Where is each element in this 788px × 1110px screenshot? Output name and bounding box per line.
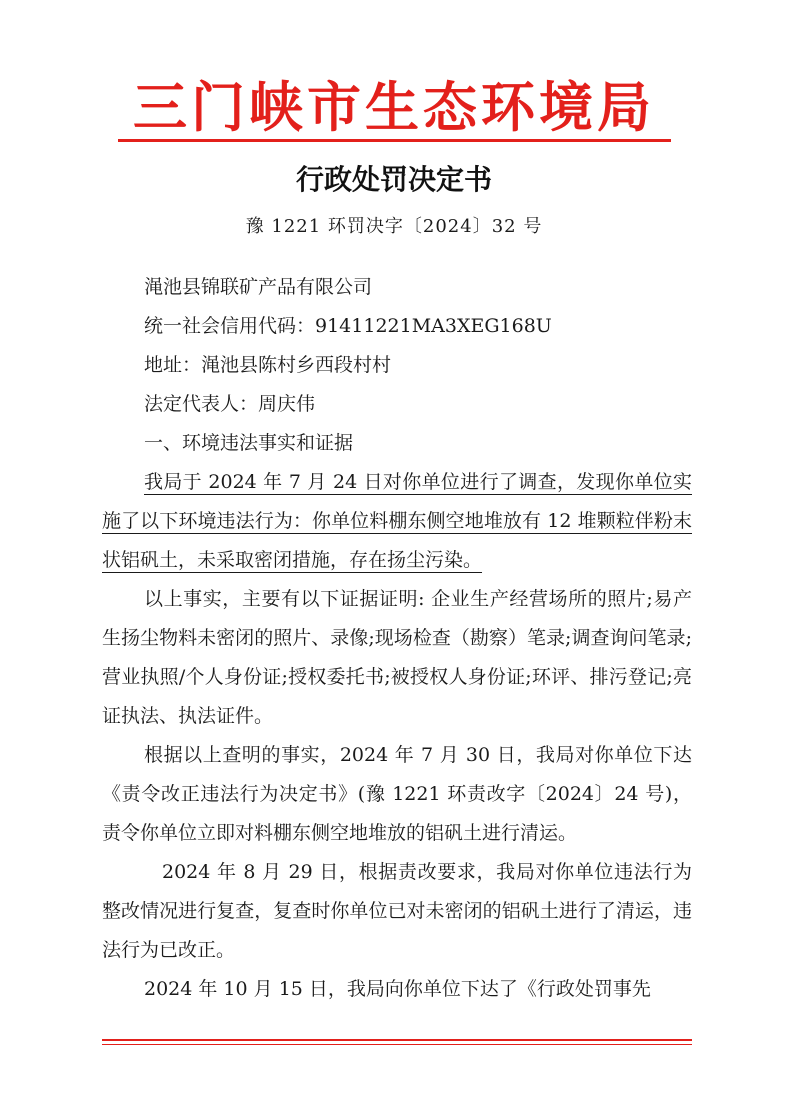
party-address: 地址：渑池县陈村乡西段村村 bbox=[144, 354, 392, 376]
notice-paragraph: 2024 年 10 月 15 日，我局向你单位下达了《行政处罚事先 bbox=[144, 978, 651, 1000]
evidence-paragraph: 以上事实，主要有以下证据证明: 企业生产经营场所的照片;易产生扬尘物料未密闭的照片、录像;现场检查（勘察）笔录;调查询问笔录;营业执照/个人身份证;授权委托书;被授权人身份证;环评、排污登记;亮证执法、执法证件。 bbox=[102, 588, 692, 727]
agency-title: 三门峡市生态环境局 bbox=[133, 75, 655, 139]
violation-finding-paragraph: 我局于 2024 年 7 月 24 日对你单位进行了调查，发现你单位实施了以下环境违法行为：你单位料棚东侧空地堆放有 12 堆颗粒伴粉末状铝矾土，未采取密闭措施，存在扬尘污染。 bbox=[102, 471, 692, 571]
document-number: 豫 1221 环罚决字〔2024〕32 号 bbox=[245, 216, 543, 237]
review-paragraph: 2024 年 8 月 29 日，根据责改要求，我局对你单位违法行为整改情况进行复查，复查时你单位已对未密闭的铝矾土进行了清运，违法行为已改正。 bbox=[102, 861, 692, 961]
document-body bbox=[102, 268, 692, 1009]
header-red-rule bbox=[118, 139, 671, 142]
section-heading: 一、环境违法事实和证据 bbox=[144, 432, 354, 454]
party-name: 渑池县锦联矿产品有限公司 bbox=[144, 276, 373, 298]
legal-representative: 法定代表人：周庆伟 bbox=[144, 393, 316, 415]
document-title: 行政处罚决定书 bbox=[295, 163, 492, 196]
rectification-order-paragraph: 根据以上查明的事实，2024 年 7 月 30 日，我局对你单位下达《责令改正违法行为决定书》(豫 1221 环责改字〔2024〕24 号)，责令你单位立即对料棚东侧空地堆放的铝矾土进行清运。 bbox=[102, 744, 692, 844]
footer-red-rule bbox=[102, 1039, 692, 1041]
footer-red-rule-thin bbox=[102, 1044, 692, 1045]
credit-code: 统一社会信用代码：91411221MA3XEG168U bbox=[144, 315, 552, 337]
